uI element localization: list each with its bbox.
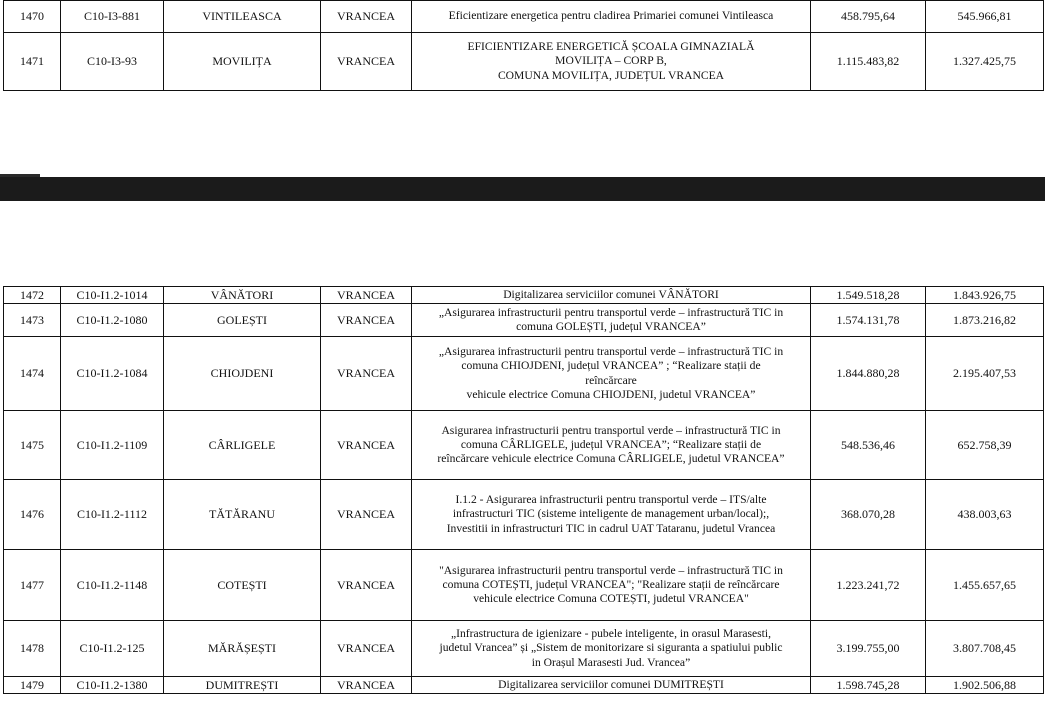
project-description [412,1,811,33]
amount-value-2: 1.455.657,65 [926,550,1044,621]
row-number: 1473 [4,304,61,337]
locality-name: CHIOJDENI [164,337,321,411]
county-name: VRANCEA [321,411,412,480]
amount-value-2: 438.003,63 [926,480,1044,550]
description-line: vehicule electrice Comuna COTEȘTI, judetul VRANCEA" [473,592,749,606]
project-description [412,480,811,550]
project-description [412,304,811,337]
description-line: comuna COTEȘTI, județul VRANCEA"; "Realizare stații de reîncărcare [442,577,780,591]
description-line: Eficientizare energetica pentru cladirea Primariei comunei Vintileasca [448,9,774,23]
amount-value-1: 458.795,64 [811,1,926,33]
description-line: comuna CÂRLIGELE, județul VRANCEA”; “Realizare stații de [460,437,762,451]
table-row [4,1,1044,33]
amount-value-1: 368.070,28 [811,480,926,550]
project-code: C10-I1.2-1084 [61,337,164,411]
county-name: VRANCEA [321,1,412,33]
amount-value-2: 545.966,81 [926,1,1044,33]
project-code: C10-I1.2-1112 [61,480,164,550]
project-code: C10-I1.2-1014 [61,287,164,304]
description-line: MOVILIȚA – CORP B, [555,54,667,68]
locality-name: MOVILIȚA [164,33,321,91]
row-number: 1472 [4,287,61,304]
project-code: C10-I1.2-1148 [61,550,164,621]
description-line: Digitalizarea serviciilor comunei DUMITREȘTI [498,677,724,691]
description-line: I.1.2 - Asigurarea infrastructurii pentru transportul verde – ITS/alte [455,493,767,507]
locality-name: VINTILEASCA [164,1,321,33]
description-line: comuna GOLEȘTI, județul VRANCEA” [516,320,706,333]
amount-value-2: 2.195.407,53 [926,337,1044,411]
description-line: „Asigurarea infrastructurii pentru transportul verde – infrastructură TIC in [438,305,784,319]
row-number: 1478 [4,621,61,677]
description-line: judetul Vrancea” și „Sistem de monitorizare si siguranta a spatiului public [439,641,783,655]
funding-table-bottom [3,286,1044,694]
county-name: VRANCEA [321,550,412,621]
project-code: C10-I3-881 [61,1,164,33]
county-name: VRANCEA [321,337,412,411]
county-name: VRANCEA [321,621,412,677]
amount-value-1: 1.223.241,72 [811,550,926,621]
row-number: 1477 [4,550,61,621]
locality-name: CÂRLIGELE [164,411,321,480]
locality-name: DUMITREȘTI [164,677,321,694]
project-description [412,337,811,411]
table-row [4,480,1044,550]
table-row [4,621,1044,677]
row-number: 1470 [4,1,61,33]
project-code: C10-I1.2-1109 [61,411,164,480]
amount-value-1: 1.115.483,82 [811,33,926,91]
county-name: VRANCEA [321,33,412,91]
project-description [412,33,811,91]
project-code: C10-I3-93 [61,33,164,91]
table-row [4,411,1044,480]
locality-name: MĂRĂȘEȘTI [164,621,321,677]
description-line: infrastructuri TIC (sisteme inteligente de management urban/local);, [452,507,770,521]
amount-value-1: 1.549.518,28 [811,287,926,304]
amount-value-2: 1.843.926,75 [926,287,1044,304]
description-line: Investitii in infrastructuri TIC in cadrul UAT Tataranu, judetul Vrancea [446,521,776,535]
description-line: Digitalizarea serviciilor comunei VÂNĂTORI [503,287,719,301]
county-name: VRANCEA [321,287,412,304]
table-row [4,33,1044,91]
locality-name: TĂTĂRANU [164,480,321,550]
amount-value-2: 652.758,39 [926,411,1044,480]
county-name: VRANCEA [321,480,412,550]
amount-value-2: 1.873.216,82 [926,304,1044,337]
description-line: COMUNA MOVILIȚA, JUDEȚUL VRANCEA [497,68,725,82]
row-number: 1475 [4,411,61,480]
amount-value-2: 3.807.708,45 [926,621,1044,677]
description-line: reîncărcare [585,373,637,387]
page-separator-bar [0,177,1045,201]
table-row [4,677,1044,694]
project-description [412,411,811,480]
row-number: 1479 [4,677,61,694]
amount-value-2: 1.327.425,75 [926,33,1044,91]
project-code: C10-I1.2-1380 [61,677,164,694]
description-line: „Infrastructura de igienizare - pubele inteligente, in orasul Marasesti, [451,627,771,641]
project-description [412,677,811,694]
amount-value-1: 1.844.880,28 [811,337,926,411]
county-name: VRANCEA [321,304,412,337]
project-description [412,550,811,621]
amount-value-1: 548.536,46 [811,411,926,480]
locality-name: GOLEȘTI [164,304,321,337]
description-line: reîncărcare vehicule electrice Comuna CÂRLIGELE, judetul VRANCEA” [437,452,785,466]
row-number: 1471 [4,33,61,91]
funding-table-top [3,0,1044,91]
table-row [4,304,1044,337]
county-name: VRANCEA [321,677,412,694]
table-row [4,287,1044,304]
amount-value-1: 3.199.755,00 [811,621,926,677]
description-line: „Asigurarea infrastructurii pentru transportul verde – infrastructură TIC in [438,345,784,359]
description-line: comuna CHIOJDENI, județul VRANCEA” ; “Realizare stații de [461,359,761,373]
project-code: C10-I1.2-1080 [61,304,164,337]
amount-value-1: 1.574.131,78 [811,304,926,337]
locality-name: COTEȘTI [164,550,321,621]
amount-value-1: 1.598.745,28 [811,677,926,694]
description-line: "Asigurarea infrastructurii pentru transportul verde – infrastructură TIC in [439,563,783,577]
project-description [412,621,811,677]
locality-name: VÂNĂTORI [164,287,321,304]
table-row [4,337,1044,411]
description-line: EFICIENTIZARE ENERGETICĂ ȘCOALA GIMNAZIALĂ [467,40,755,54]
amount-value-2: 1.902.506,88 [926,677,1044,694]
description-line: in Orașul Marasesti Jud. Vrancea” [531,655,691,669]
description-line: vehicule electrice Comuna CHIOJDENI, judetul VRANCEA” [466,387,756,401]
project-description [412,287,811,304]
row-number: 1474 [4,337,61,411]
table-row [4,550,1044,621]
row-number: 1476 [4,480,61,550]
description-line: Asigurarea infrastructurii pentru transportul verde – infrastructură TIC in [441,423,781,437]
project-code: C10-I1.2-125 [61,621,164,677]
